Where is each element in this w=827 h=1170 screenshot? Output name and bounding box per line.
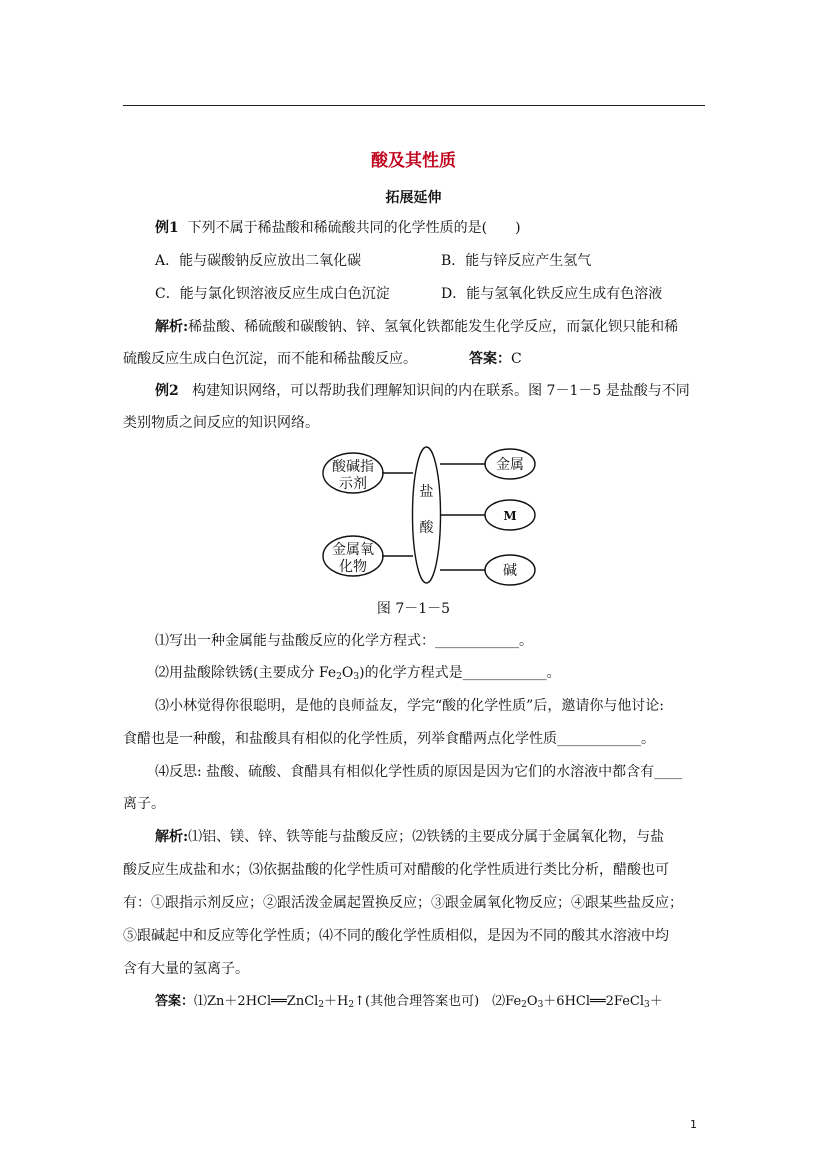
m-label: M: [503, 509, 517, 523]
option-c: C．能与氯化钡溶液反应生成白色沉淀: [155, 286, 390, 302]
subscript: 2: [348, 1000, 355, 1010]
example1-question-text: 下列不属于稀盐酸和稀硫酸共同的化学性质的是( ): [187, 220, 521, 236]
metal-oxide-label-1: 金属氧: [332, 542, 374, 558]
question-4-line2: 离子。: [123, 796, 165, 812]
analysis-text: 硫酸反应生成白色沉淀，而不能和稀盐酸反应。: [123, 351, 417, 367]
answer-label: 答案：: [155, 994, 195, 1009]
example2-analysis-line5: 含有大量的氢离子。: [123, 961, 249, 977]
example2-analysis-line1: [155, 828, 664, 846]
metal-label: 金属: [496, 457, 524, 473]
subscript: 2: [521, 1000, 527, 1010]
option-b: B．能与锌反应产生氢气: [441, 253, 592, 269]
metal-oxide-label-2: 化物: [339, 559, 367, 575]
question-1: ⑴写出一种金属能与盐酸反应的化学方程式：____________。: [155, 633, 533, 649]
answer-text: ＋6HCl══2FeCl: [543, 994, 645, 1009]
intro-text: 构建知识网络，可以帮助我们理解知识间的内在联系。图 7－1－5 是盐酸与不同: [192, 383, 690, 399]
section-subtitle: 拓展延伸: [385, 190, 442, 206]
answer-text: O: [526, 994, 538, 1009]
example2-analysis-line3: 有：①跟指示剂反应；②跟活泼金属起置换反应；③跟金属氧化物反应；④跟某些盐反应；: [123, 895, 683, 911]
question-3-line1: ⑶小林觉得你很聪明，是他的良师益友，学完“酸的化学性质”后，邀请你与他讨论:: [155, 698, 665, 714]
question-4-line1: ⑷反思: 盐酸、硫酸、食醋具有相似化学性质的原因是因为它们的水溶液中都含有____: [155, 764, 683, 780]
question-2: [155, 664, 561, 686]
answer-text: ＋H: [324, 994, 349, 1009]
analysis-label: 解析:: [155, 829, 189, 845]
figure-caption: 图 7－1－5: [376, 601, 451, 617]
q2-text: O: [341, 665, 354, 681]
analysis-label: 解析:: [155, 319, 189, 335]
subscript: 2: [336, 672, 342, 682]
example1-analysis-line2: [123, 350, 522, 368]
q2-text: )的化学方程式是____________。: [359, 665, 561, 681]
analysis-text: 稀盐酸、稀硫酸和碳酸钠、锌、氢氧化铁都能发生化学反应，而氯化钡只能和稀: [188, 319, 679, 335]
base-label: 碱: [503, 563, 517, 579]
hydrochloric-acid-label-2: 酸: [419, 520, 434, 536]
subscript: 3: [537, 1000, 544, 1010]
example1-label: 例1: [155, 220, 179, 236]
example1-question: [155, 219, 521, 237]
page-number: 1: [690, 1118, 697, 1131]
example2-analysis-line4: ⑤跟碱起中和反应等化学性质；⑷不同的酸化学性质相似，是因为不同的酸其水溶液中均: [123, 928, 669, 944]
header-rule: [123, 105, 705, 106]
example1-analysis-line1: [155, 318, 678, 336]
hydrochloric-acid-node: [413, 447, 441, 583]
example2-answer: [155, 993, 663, 1014]
option-d: D．能与氢氧化铁反应生成有色溶液: [441, 286, 663, 302]
example2-intro-line1: [155, 382, 690, 400]
indicator-label-2: 示剂: [339, 476, 367, 492]
answer-label: 答案：: [469, 351, 511, 367]
q2-text: ⑵用盐酸除铁锈(主要成分 Fe: [155, 665, 337, 681]
example2-analysis-line2: 酸反应生成盐和水；⑶依据盐酸的化学性质可对醋酸的化学性质进行类比分析，醋酸也可: [123, 862, 669, 878]
page-title: 酸及其性质: [371, 151, 456, 171]
indicator-label-1: 酸碱指: [332, 459, 374, 475]
hydrochloric-acid-label-1: 盐: [419, 484, 434, 500]
answer-text: ↑(其他合理答案也可) ⑵Fe: [354, 994, 522, 1009]
subscript: 3: [353, 672, 360, 682]
option-a: A．能与碳酸钠反应放出二氧化碳: [155, 253, 362, 269]
example2-label: 例2: [155, 383, 179, 399]
analysis-text: ⑴铝、镁、锌、铁等能与盐酸反应；⑵铁锈的主要成分属于金属氧化物，与盐: [188, 829, 665, 845]
question-3-line2: 食醋也是一种酸，和盐酸具有相似的化学性质，列举食醋两点化学性质____________。: [123, 731, 655, 747]
answer-text: ⑴Zn＋2HCl══ZnCl: [194, 994, 319, 1009]
knowledge-network-diagram: [317, 444, 543, 592]
example2-intro-line2: 类别物质之间反应的知识网络。: [123, 415, 319, 431]
subscript: 2: [318, 1000, 325, 1010]
subscript: 3: [644, 1000, 650, 1010]
answer-text: ＋: [649, 994, 663, 1009]
answer-text: C: [511, 351, 522, 367]
